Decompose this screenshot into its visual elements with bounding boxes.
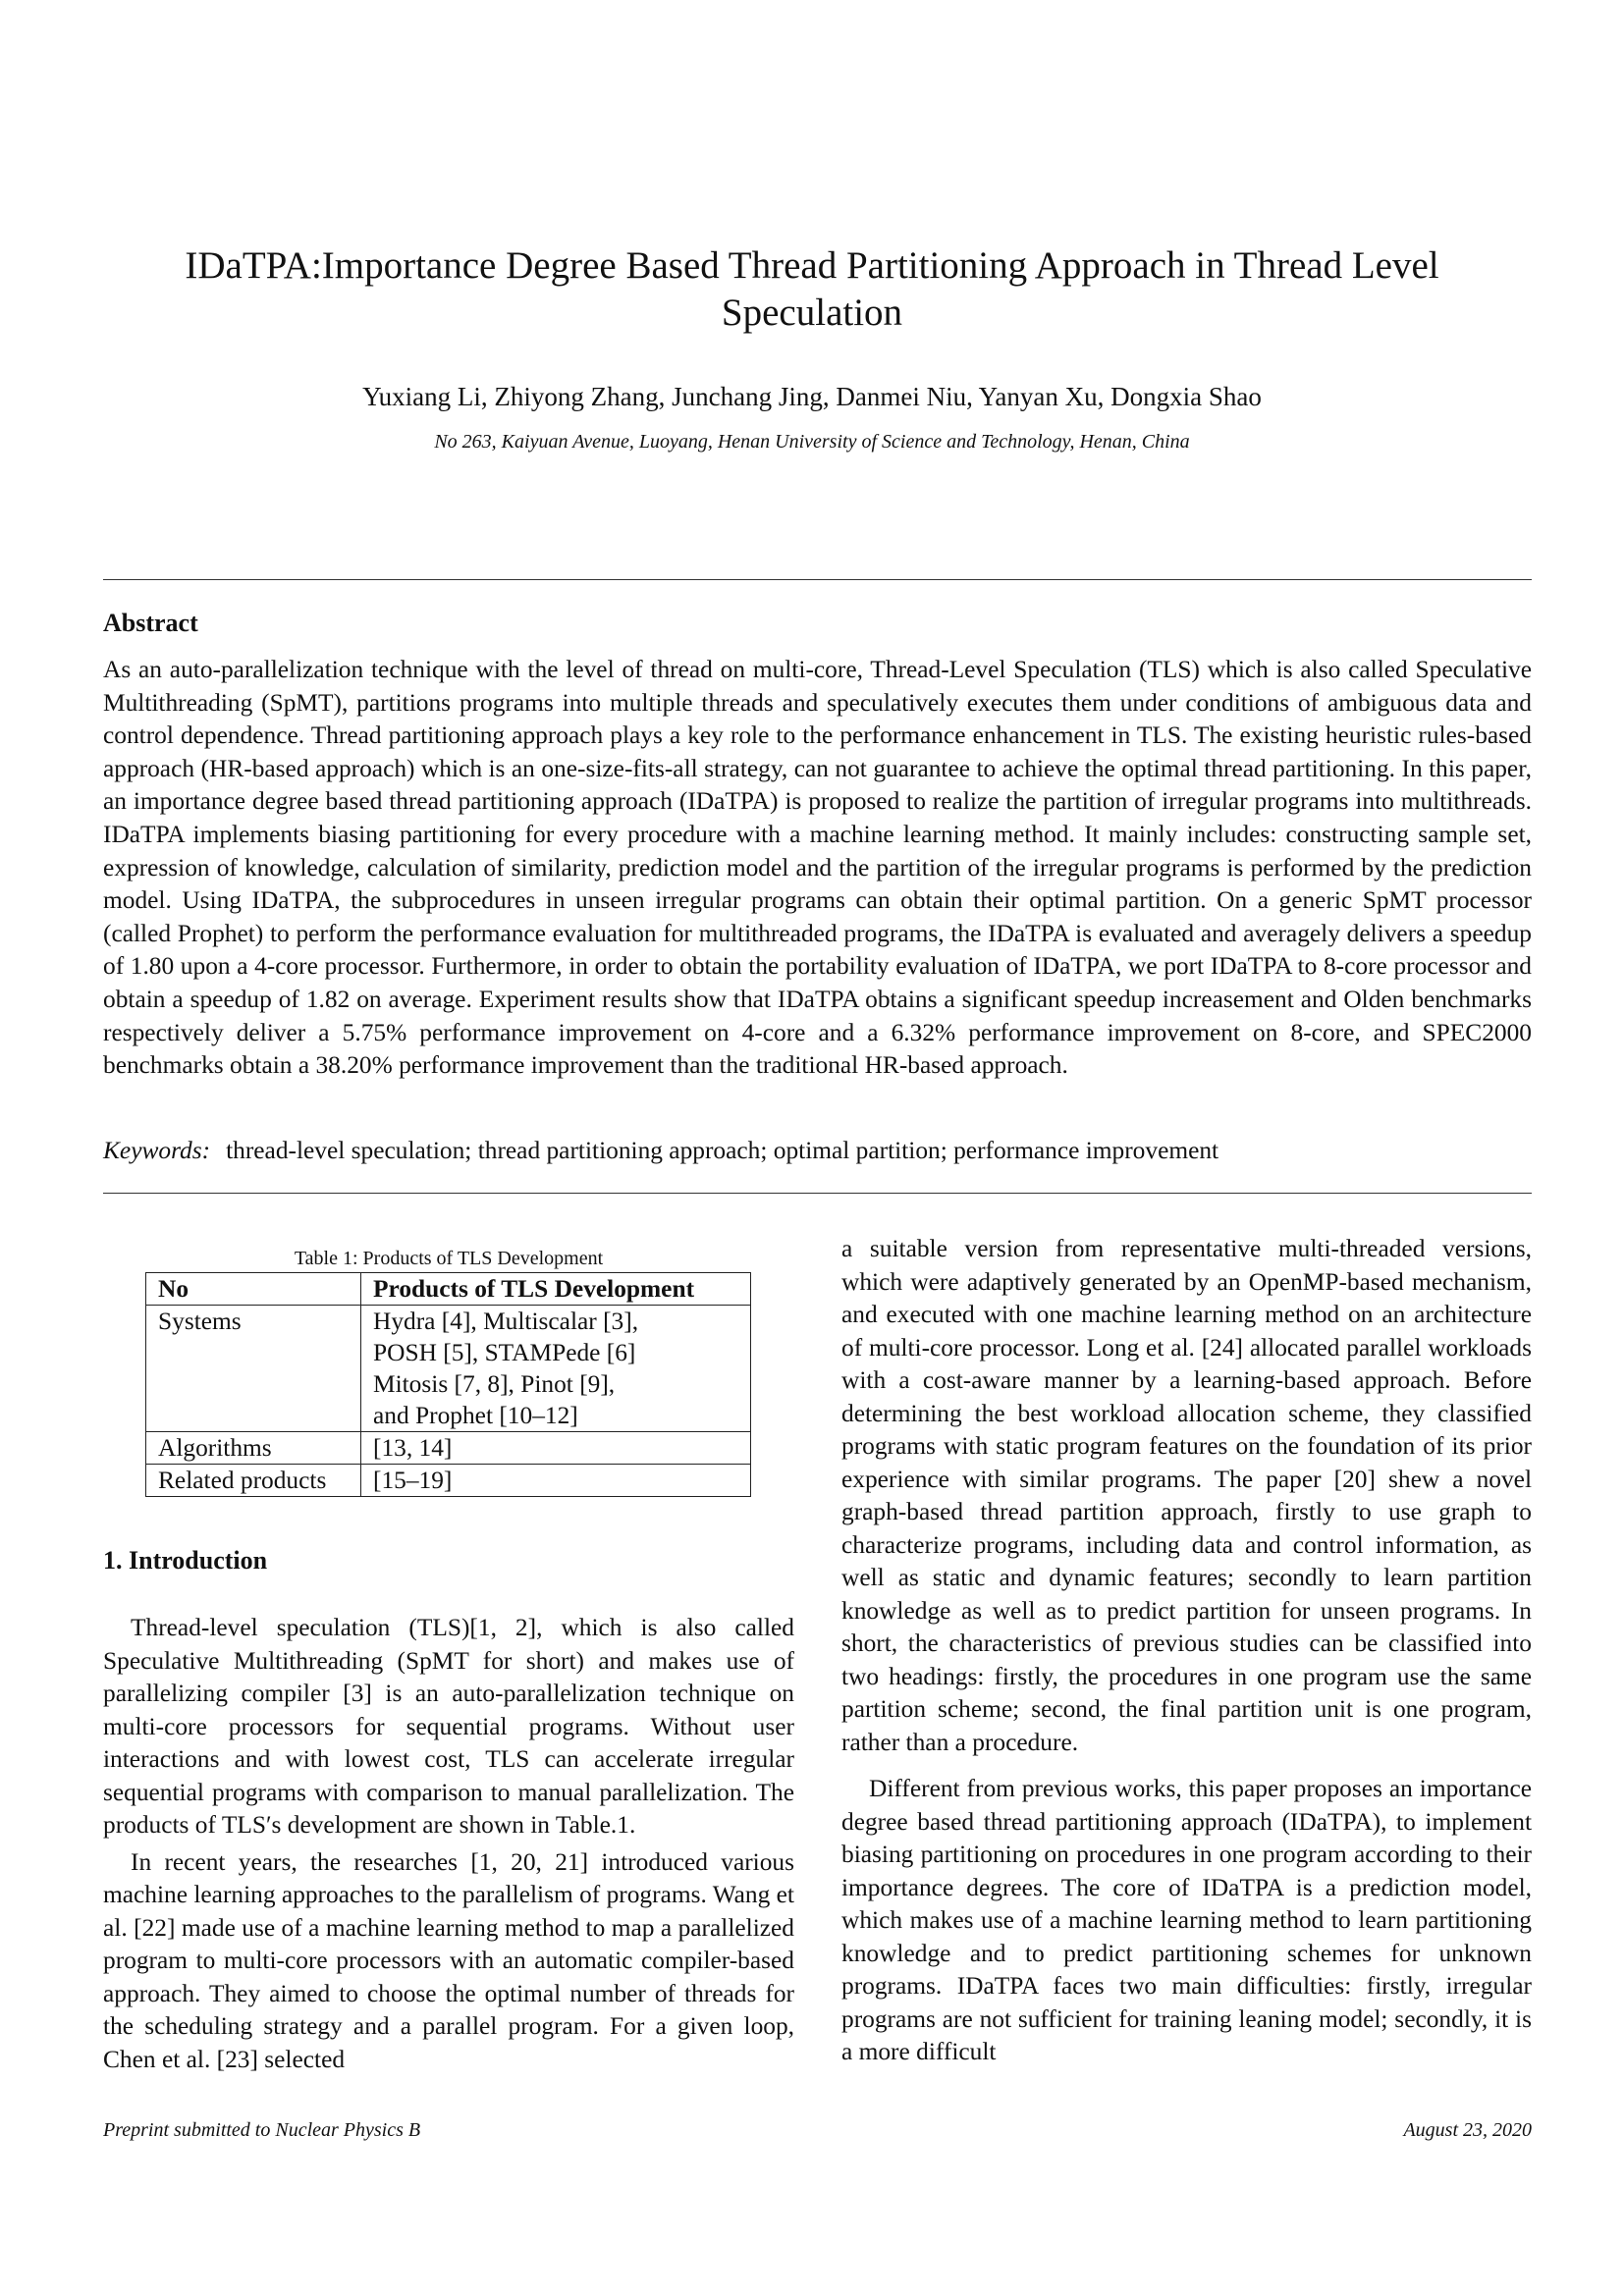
section-heading-introduction: 1. Introduction — [103, 1546, 268, 1575]
abstract-text: As an auto-parallelization technique with the level of thread on multi-core, Thread-Level Speculation (TLS) which is also called Speculative Multithreading (SpMT), partitions programs into multiple threads and speculatively executes them under conditions of ambiguous data and control dependence. Thread partitioning approach plays a key role to the performance enhancement in TLS. The existing heuristic rules-based approach (HR-based approach) which is an one-size-fits-all strategy, can not guarantee to achieve the optimal thread partitioning. In this paper, an importance degree based thread partitioning approach (IDaTPA) is proposed to realize the partition of irregular programs into multithreads. IDaTPA implements biasing partitioning for every procedure with a machine learning method. It mainly includes: constructing sample set, expression of knowledge, calculation of similarity, prediction model and the partition of the irregular programs is performed by the prediction model. Using IDaTPA, the subprocedures in unseen irregular programs can obtain their optimal partition. On a generic SpMT processor (called Prophet) to perform the performance evaluation for multithreaded programs, the IDaTPA is evaluated and averagely delivers a speedup of 1.80 upon a 4-core processor. Furthermore, in order to obtain the portability evaluation of IDaTPA, we port IDaTPA to 8-core processor and obtain a speedup of 1.82 on average. Experiment results show that IDaTPA obtains a significant speedup increasement and Olden benchmarks respectively deliver a 5.75% performance improvement on 4-core and a 6.32% performance improvement on 8-core, and SPEC2000 benchmarks obtain a 38.20% performance improvement than the traditional HR-based approach. — [103, 656, 1532, 1080]
intro-paragraph-1: Thread-level speculation (TLS)[1, 2], which is also called Speculative Multithreading (SpMT for short) and makes use of parallelizing compiler [3] is an auto-parallelization technique on multi-core processors for sequential programs. Without user interactions and with lowest cost, TLS can accelerate irregular sequential programs with comparison to manual parallelization. The products of TLS′s development are shown in Table.1. — [103, 1614, 794, 1839]
table-header-row — [146, 1273, 751, 1306]
table-cell-line: [13, 14] — [373, 1434, 453, 1462]
left-column — [103, 1247, 794, 2076]
table-row — [146, 1306, 751, 1432]
keywords-text: thread-level speculation; thread partitioning approach; optimal partition; performance improvement — [226, 1137, 1219, 1164]
affiliation: No 263, Kaiyuan Avenue, Luoyang, Henan University of Science and Technology, Henan, China — [434, 431, 1190, 453]
table-caption: Table 1: Products of TLS Development — [294, 1248, 604, 1269]
tls-products-table — [145, 1272, 751, 1497]
footer-date: August 23, 2020 — [1403, 2119, 1532, 2141]
right-column — [841, 1233, 1532, 2069]
top-divider — [103, 579, 1532, 580]
abstract-heading: Abstract — [103, 609, 198, 637]
table-header-cell: No — [146, 1273, 361, 1306]
intro-paragraph-4: Different from previous works, this paper proposes an importance degree based thread partitioning approach (IDaTPA), to implement biasing partitioning on procedures in one program according to their importance degrees. The core of IDaTPA is a prediction model, which makes use of a machine learning method to learn partitioning knowledge and to predict partitioning schemes for unknown programs. IDaTPA faces two main difficulties: firstly, irregular programs are not sufficient for training leaning model; secondly, it is a more difficult — [841, 1775, 1532, 2065]
table-cell-products — [361, 1432, 751, 1465]
table-cell-line: [15–19] — [373, 1467, 453, 1494]
table-cell-no: Systems — [146, 1306, 361, 1432]
footer-preprint-note: Preprint submitted to Nuclear Physics B — [103, 2119, 421, 2141]
table-cell-line: POSH [5], STAMPede [6] — [373, 1339, 636, 1366]
intro-paragraph-3: a suitable version from representative multi-threaded versions, which were adaptively generated by an OpenMP-based mechanism, and executed with one machine learning method on an architecture of multi-core processor. Long et al. [24] allocated parallel workloads with a cost-aware manner by a learning-based approach. Before determining the best workload allocation scheme, they classified programs with static program features on the foundation of its prior experience with similar programs. The paper [20] shew a novel graph-based thread partition approach, firstly to use graph to characterize programs, including data and control information, as well as static and dynamic features; secondly to learn partition knowledge as well as to predict partition for unseen programs. In short, the characteristics of previous studies can be classified into two headings: firstly, the procedures in one program use the same partition scheme; second, the final partition unit is one program, rather than a procedure. — [841, 1235, 1532, 1756]
table-cell-no: Algorithms — [146, 1432, 361, 1465]
table-cell-line: Mitosis [7, 8], Pinot [9], — [373, 1370, 616, 1398]
abstract-bottom-divider — [103, 1193, 1532, 1194]
keywords-line — [103, 1135, 1532, 1168]
table-header-cell: Products of TLS Development — [361, 1273, 751, 1306]
table-cell-products — [361, 1465, 751, 1497]
author-list: Yuxiang Li, Zhiyong Zhang, Junchang Jing, Danmei Niu, Yanyan Xu, Dongxia Shao — [362, 382, 1262, 411]
table-cell-products — [361, 1306, 751, 1432]
table-cell-no: Related products — [146, 1465, 361, 1497]
table-cell-line: Hydra [4], Multiscalar [3], — [373, 1308, 639, 1335]
table-row — [146, 1465, 751, 1497]
table-cell-line: and Prophet [10–12] — [373, 1402, 578, 1429]
table-row — [146, 1432, 751, 1465]
keywords-label: Keywords: — [103, 1137, 211, 1164]
intro-paragraph-2: In recent years, the researches [1, 20, 21] introduced various machine learning approaches to the parallelism of programs. Wang et al. [22] made use of a machine learning method to map a parallelized program to multi-core processors with an automatic compiler-based approach. They aimed to choose the optimal number of threads for the scheduling strategy and a parallel program. For a given loop, Chen et al. [23] selected — [103, 1847, 794, 2073]
paper-title: IDaTPA:Importance Degree Based Thread Partitioning Approach in Thread Level Speculation — [185, 244, 1439, 334]
